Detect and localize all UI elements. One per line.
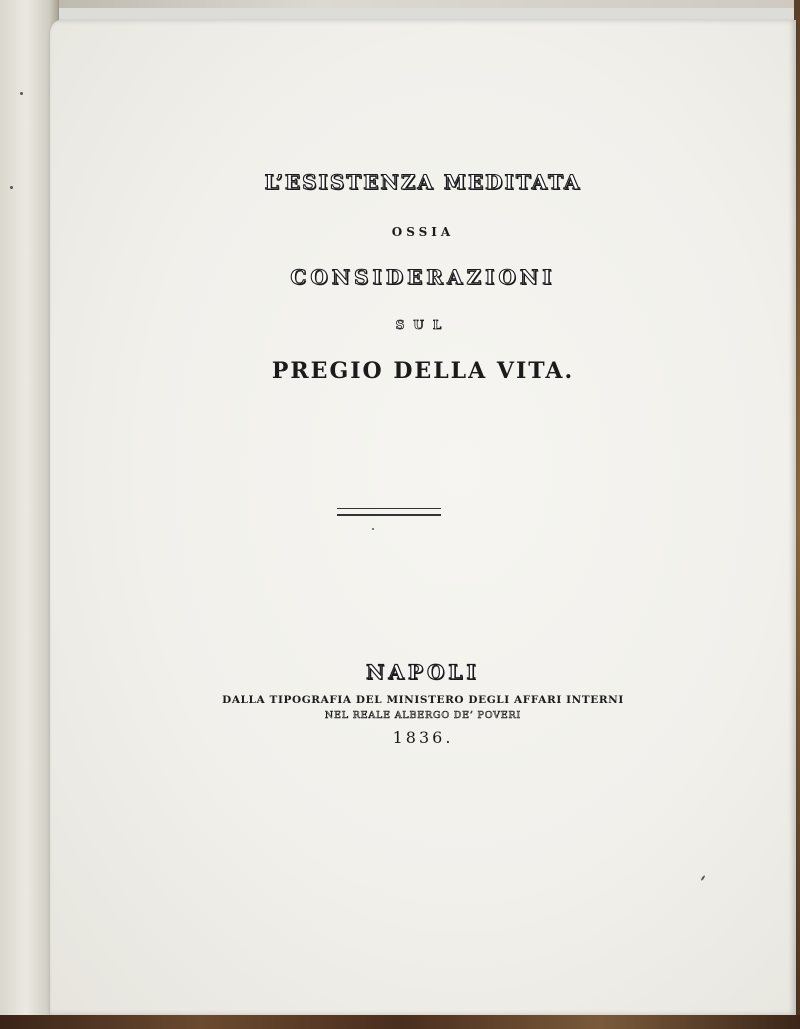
- imprint-city: NAPOLI: [366, 660, 480, 684]
- title-page: [50, 20, 796, 1015]
- page-speck: [372, 528, 374, 530]
- page-speck: [700, 875, 705, 881]
- connector-sul: SUL: [395, 318, 451, 332]
- book-title: L’ESISTENZA MEDITATA: [264, 170, 582, 194]
- ink-speck: [20, 92, 23, 95]
- imprint-year: 1836.: [392, 728, 454, 747]
- imprint-printer: DALLA TIPOGRAFIA DEL MINISTERO DEGLI AFFARI INTERNI: [222, 694, 624, 706]
- cover-top-edge: [0, 0, 800, 8]
- book-subtitle: CONSIDERAZIONI: [290, 265, 556, 289]
- book-subtitle-2: PREGIO DELLA VITA.: [271, 358, 575, 384]
- connector-ossia: OSSIA: [391, 225, 455, 239]
- cover-bottom-edge: [0, 1015, 800, 1029]
- imprint-location: NEL REALE ALBERGO DE’ POVERI: [324, 710, 522, 721]
- ink-speck: [10, 186, 13, 189]
- ornamental-rule: [337, 508, 441, 516]
